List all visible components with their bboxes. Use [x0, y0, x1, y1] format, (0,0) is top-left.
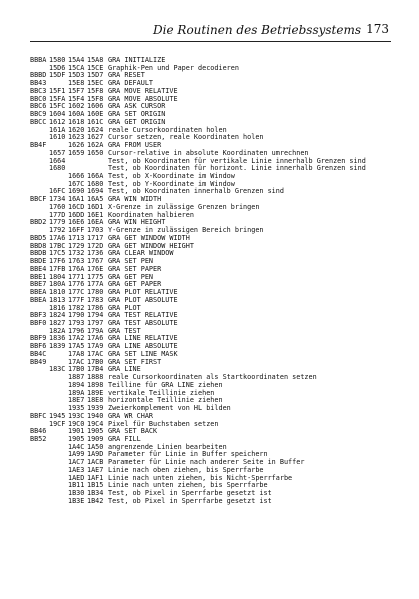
address-c: 17A9	[87, 342, 104, 351]
jump-address: BBFC	[30, 411, 47, 420]
description: GRA RESET	[108, 71, 145, 80]
address-c: 166A	[87, 172, 104, 181]
address-c: 1A9D	[87, 450, 104, 459]
address-a: 1792	[49, 226, 66, 235]
address-b: 1626	[68, 141, 85, 150]
description: GRA LINE ABSOLUTE	[108, 342, 178, 351]
address-c: 172D	[87, 241, 104, 250]
description: GRA PLOT RELATIVE	[108, 288, 178, 297]
address-a: 1610	[49, 133, 66, 142]
address-c: 1680	[87, 179, 104, 188]
address-b: 1AED	[68, 473, 85, 482]
address-c: 179A	[87, 326, 104, 335]
address-a: 1810	[49, 288, 66, 297]
address-a: 1657	[49, 148, 66, 157]
description: GRA SET BACK	[108, 427, 158, 436]
address-c: 1939	[87, 404, 104, 413]
address-b: 1659	[68, 148, 85, 157]
jump-address: BB43	[30, 79, 47, 88]
routine-listing	[30, 57, 415, 506]
address-b: 1763	[68, 257, 85, 266]
address-b: 15F7	[68, 86, 85, 95]
address-c: 1AF1	[87, 473, 104, 482]
description: GRA TEST RELATIVE	[108, 311, 178, 320]
address-c: 1694	[87, 187, 104, 196]
address-c: 16A5	[87, 195, 104, 204]
address-b: 160A	[68, 110, 85, 119]
address-a: 15DF	[49, 71, 66, 80]
address-b: 1732	[68, 249, 85, 258]
jump-address: BBE7	[30, 280, 47, 289]
address-c: 15D7	[87, 71, 104, 80]
address-b: 193C	[68, 411, 85, 420]
address-a: 17FB	[49, 264, 66, 273]
address-b: 1618	[68, 117, 85, 126]
address-b: 1713	[68, 233, 85, 242]
address-b: 1690	[68, 187, 85, 196]
address-c: 1717	[87, 233, 104, 242]
address-a: 1680	[49, 164, 66, 173]
description: Zweierkomplement von HL bilden	[108, 404, 231, 413]
description: GRA SET FIRST	[108, 357, 162, 366]
jump-address: BBEA	[30, 288, 47, 297]
jump-address: BB52	[30, 434, 47, 443]
address-b: 15E8	[68, 79, 85, 88]
address-c: 1AE7	[87, 465, 104, 474]
description: GRA FILL	[108, 434, 141, 443]
description: GRA SET ORIGIN	[108, 110, 166, 119]
jump-address: BB4F	[30, 141, 47, 150]
address-a: 1816	[49, 303, 66, 312]
address-b: 176A	[68, 264, 85, 273]
description: GRA WR CHAR	[108, 411, 154, 420]
address-b: 1B3E	[68, 496, 85, 505]
jump-address: BBF0	[30, 318, 47, 327]
address-a: 1580	[49, 56, 66, 64]
address-c: 1888	[87, 373, 104, 382]
address-b: 16FF	[68, 226, 85, 235]
description: Koordinaten halbieren	[108, 210, 194, 219]
description: GRA INITIALIZE	[108, 56, 166, 64]
description: angrenzende Linien bearbeiten	[108, 442, 227, 451]
description: GRA WIN WIDTH	[108, 195, 162, 204]
description: Test, ob X-Koordinate im Window	[108, 172, 235, 181]
address-b: 17B0	[68, 365, 85, 374]
description: GRA ASK CURSOR	[108, 102, 166, 111]
address-b: 1793	[68, 318, 85, 327]
address-c: 1A50	[87, 442, 104, 451]
address-a: 1612	[49, 117, 66, 126]
jump-address: BBE4	[30, 264, 47, 273]
jump-address: BBF9	[30, 334, 47, 343]
jump-address: BBD2	[30, 218, 47, 227]
address-a: 1945	[49, 411, 66, 420]
address-c: 1B42	[87, 496, 104, 505]
description: GRA GET WINDOW WIDTH	[108, 233, 190, 242]
address-b: 167C	[68, 179, 85, 188]
description: Linie nach unten ziehen, bis Sperrfarbe	[108, 481, 268, 490]
address-a: 1824	[49, 311, 66, 320]
jump-address: BBBD	[30, 71, 47, 80]
description: GRA GET ORIGIN	[108, 117, 166, 126]
description: reale Cursorkoordinaten holen	[108, 125, 227, 134]
description: Linie nach unten ziehen, bis Nicht-Sperrfarbe	[108, 473, 293, 482]
address-b: 1AE3	[68, 465, 85, 474]
address-b: 16A1	[68, 195, 85, 204]
address-a: 1664	[49, 156, 66, 165]
description: Teilline für GRA LINE ziehen	[108, 380, 223, 389]
address-a: 15FA	[49, 94, 66, 103]
address-a: 1839	[49, 342, 66, 351]
address-c: 16EA	[87, 218, 104, 227]
jump-address: BBDE	[30, 257, 47, 266]
jump-address: BBC0	[30, 94, 47, 103]
address-c: 16D1	[87, 202, 104, 211]
address-b: 19C0	[68, 419, 85, 428]
address-c: 1ACB	[87, 458, 104, 467]
address-c: 1624	[87, 125, 104, 134]
description: GRA WIN HEIGHT	[108, 218, 166, 227]
header-rule	[30, 41, 391, 42]
jump-address: BBD8	[30, 241, 47, 250]
address-a: 182A	[49, 326, 66, 335]
address-a: 177D	[49, 210, 66, 219]
description: Pixel für Buchstaben setzen	[108, 419, 219, 428]
description: horizontale Teillinie ziehen	[108, 396, 223, 405]
address-c: 161C	[87, 117, 104, 126]
jump-address: BBDB	[30, 249, 47, 258]
address-c: 1775	[87, 272, 104, 281]
address-b: 15D3	[68, 71, 85, 80]
description: GRA TEST	[108, 326, 141, 335]
address-b: 189A	[68, 388, 85, 397]
address-b: 16DD	[68, 210, 85, 219]
jump-address: BBC6	[30, 102, 47, 111]
description: Test, ob Koordinaten für vertikale Linie innerhalb Grenzen sind	[108, 156, 366, 165]
address-c: 176E	[87, 264, 104, 273]
address-c: 17A6	[87, 334, 104, 343]
jump-address: BBF3	[30, 311, 47, 320]
address-c: 1909	[87, 434, 104, 443]
description: Graphik-Pen und Paper decodieren	[108, 63, 239, 72]
description: Y-Grenze in zulässigen Bereich bringen	[108, 226, 264, 235]
address-a: 1734	[49, 195, 66, 204]
jump-address: BB49	[30, 357, 47, 366]
address-c: 1606	[87, 102, 104, 111]
description: GRA CLEAR WINDOW	[108, 249, 174, 258]
address-a: 1779	[49, 218, 66, 227]
address-c: 162A	[87, 141, 104, 150]
jump-address: BBBA	[30, 56, 47, 64]
address-c: 17AC	[87, 349, 104, 358]
address-a: 1804	[49, 272, 66, 281]
address-a: 17C5	[49, 249, 66, 258]
description: GRA DEFAULT	[108, 79, 154, 88]
address-b: 1A4C	[68, 442, 85, 451]
jump-address: BBCF	[30, 195, 47, 204]
jump-address: BBC3	[30, 86, 47, 95]
address-b: 1623	[68, 133, 85, 142]
address-b: 1776	[68, 280, 85, 289]
address-a: 1836	[49, 334, 66, 343]
address-b: 1935	[68, 404, 85, 413]
address-b: 1796	[68, 326, 85, 335]
address-a: 1604	[49, 110, 66, 119]
description: GRA LINE	[108, 365, 141, 374]
address-c: 15F8	[87, 86, 104, 95]
address-b: 1771	[68, 272, 85, 281]
description: Test, ob Koordinaten für horizont. Linie innerhalb Grenzen sind	[108, 164, 366, 173]
description: GRA GET WINDOW HEIGHT	[108, 241, 194, 250]
address-c: 15EC	[87, 79, 104, 88]
address-c: 1794	[87, 311, 104, 320]
address-a: 17A6	[49, 233, 66, 242]
address-a: 16FC	[49, 187, 66, 196]
description: Parameter für Linie in Buffer speichern	[108, 450, 268, 459]
jump-address: BBCC	[30, 117, 47, 126]
address-b: 1A99	[68, 450, 85, 459]
address-a: 1813	[49, 295, 66, 304]
address-b: 15CA	[68, 63, 85, 72]
address-c: 1780	[87, 288, 104, 297]
address-b: 177C	[68, 288, 85, 297]
address-b: 17A5	[68, 342, 85, 351]
description: Cursor-relative in absolute Koordinaten umrechnen	[108, 148, 309, 157]
address-b: 1782	[68, 303, 85, 312]
description: Cursor setzen, reale Koordinaten holen	[108, 133, 264, 142]
address-b: 1901	[68, 427, 85, 436]
description: reale Cursorkoordinaten als Startkoordinaten setzen	[108, 373, 317, 382]
address-c: 1940	[87, 411, 104, 420]
address-c: 1736	[87, 249, 104, 258]
running-title: Die Routinen des Betriebssystems	[153, 23, 361, 37]
description: GRA TEST ABSOLUTE	[108, 318, 178, 327]
address-a: 17BC	[49, 241, 66, 250]
address-c: 1703	[87, 226, 104, 235]
address-a: 183C	[49, 365, 66, 374]
address-b: 1B30	[68, 489, 85, 498]
address-a: 19CF	[49, 419, 66, 428]
description: GRA PLOT ABSOLUTE	[108, 295, 178, 304]
address-c: 1767	[87, 257, 104, 266]
jump-address: BBE1	[30, 272, 47, 281]
description: GRA GET PEN	[108, 272, 154, 281]
address-c: 1786	[87, 303, 104, 312]
description: Test, ob Pixel in Sperrfarbe gesetzt ist	[108, 489, 272, 498]
description: Test, ob Y-Koordinate im Window	[108, 179, 235, 188]
address-c: 1905	[87, 427, 104, 436]
address-b: 1602	[68, 102, 85, 111]
address-b: 17A8	[68, 349, 85, 358]
address-b: 1B11	[68, 481, 85, 490]
address-c: 16E1	[87, 210, 104, 219]
description: X-Grenze in zulässige Grenzen bringen	[108, 202, 260, 211]
description: Test, ob Pixel in Sperrfarbe gesetzt ist	[108, 496, 272, 505]
description: GRA MOVE RELATIVE	[108, 86, 178, 95]
address-c: 15F8	[87, 94, 104, 103]
jump-address: BB46	[30, 427, 47, 436]
address-a: 180A	[49, 280, 66, 289]
description: Linie nach oben ziehen, bis Sperrfarbe	[108, 465, 264, 474]
address-b: 18E7	[68, 396, 85, 405]
address-b: 16E6	[68, 218, 85, 227]
address-a: 15F1	[49, 86, 66, 95]
address-b: 1AC7	[68, 458, 85, 467]
address-c: 1898	[87, 380, 104, 389]
address-b: 1887	[68, 373, 85, 382]
address-c: 19C4	[87, 419, 104, 428]
address-c: 1797	[87, 318, 104, 327]
address-b: 16CD	[68, 202, 85, 211]
jump-address: BBEA	[30, 295, 47, 304]
address-b: 17AC	[68, 357, 85, 366]
description: GRA FROM USER	[108, 141, 162, 150]
address-c: 1B15	[87, 481, 104, 490]
address-a: 1827	[49, 318, 66, 327]
description: GRA GET PAPER	[108, 280, 162, 289]
address-c: 17B0	[87, 357, 104, 366]
address-b: 1894	[68, 380, 85, 389]
address-c: 189E	[87, 388, 104, 397]
description: Test, ob Koordinaten innerhalb Grenzen sind	[108, 187, 284, 196]
address-c: 1783	[87, 295, 104, 304]
address-a: 15D6	[49, 63, 66, 72]
address-b: 177F	[68, 295, 85, 304]
address-c: 1650	[87, 148, 104, 157]
address-b: 15A4	[68, 56, 85, 64]
description: GRA SET LINE MASK	[108, 349, 178, 358]
description: vertikale Teillinie ziehen	[108, 388, 215, 397]
description: GRA PLOT	[108, 303, 141, 312]
page-number: 173	[366, 22, 389, 36]
address-b: 1905	[68, 434, 85, 443]
address-a: 15FC	[49, 102, 66, 111]
description: GRA SET PAPER	[108, 264, 162, 273]
listing-row	[30, 498, 415, 506]
address-b: 1666	[68, 172, 85, 181]
address-c: 160E	[87, 110, 104, 119]
address-a: 1760	[49, 202, 66, 211]
address-c: 15A8	[87, 56, 104, 64]
address-c: 18E8	[87, 396, 104, 405]
address-c: 17B4	[87, 365, 104, 374]
description: Parameter für Linie nach anderer Seite in Buffer	[108, 458, 305, 467]
address-b: 1790	[68, 311, 85, 320]
description: GRA MOVE ABSOLUTE	[108, 94, 178, 103]
jump-address: BBC9	[30, 110, 47, 119]
jump-address: BB4C	[30, 349, 47, 358]
address-c: 1627	[87, 133, 104, 142]
description: GRA LINE RELATIVE	[108, 334, 178, 343]
address-c: 177A	[87, 280, 104, 289]
address-a: 161A	[49, 125, 66, 134]
address-b: 17A2	[68, 334, 85, 343]
address-a: 17F6	[49, 257, 66, 266]
description: GRA SET PEN	[108, 257, 154, 266]
address-b: 1729	[68, 241, 85, 250]
address-b: 15F4	[68, 94, 85, 103]
address-c: 1B34	[87, 489, 104, 498]
address-c: 15CE	[87, 63, 104, 72]
jump-address: BBD5	[30, 233, 47, 242]
address-b: 1620	[68, 125, 85, 134]
page-header	[0, 0, 419, 50]
jump-address: BBF6	[30, 342, 47, 351]
